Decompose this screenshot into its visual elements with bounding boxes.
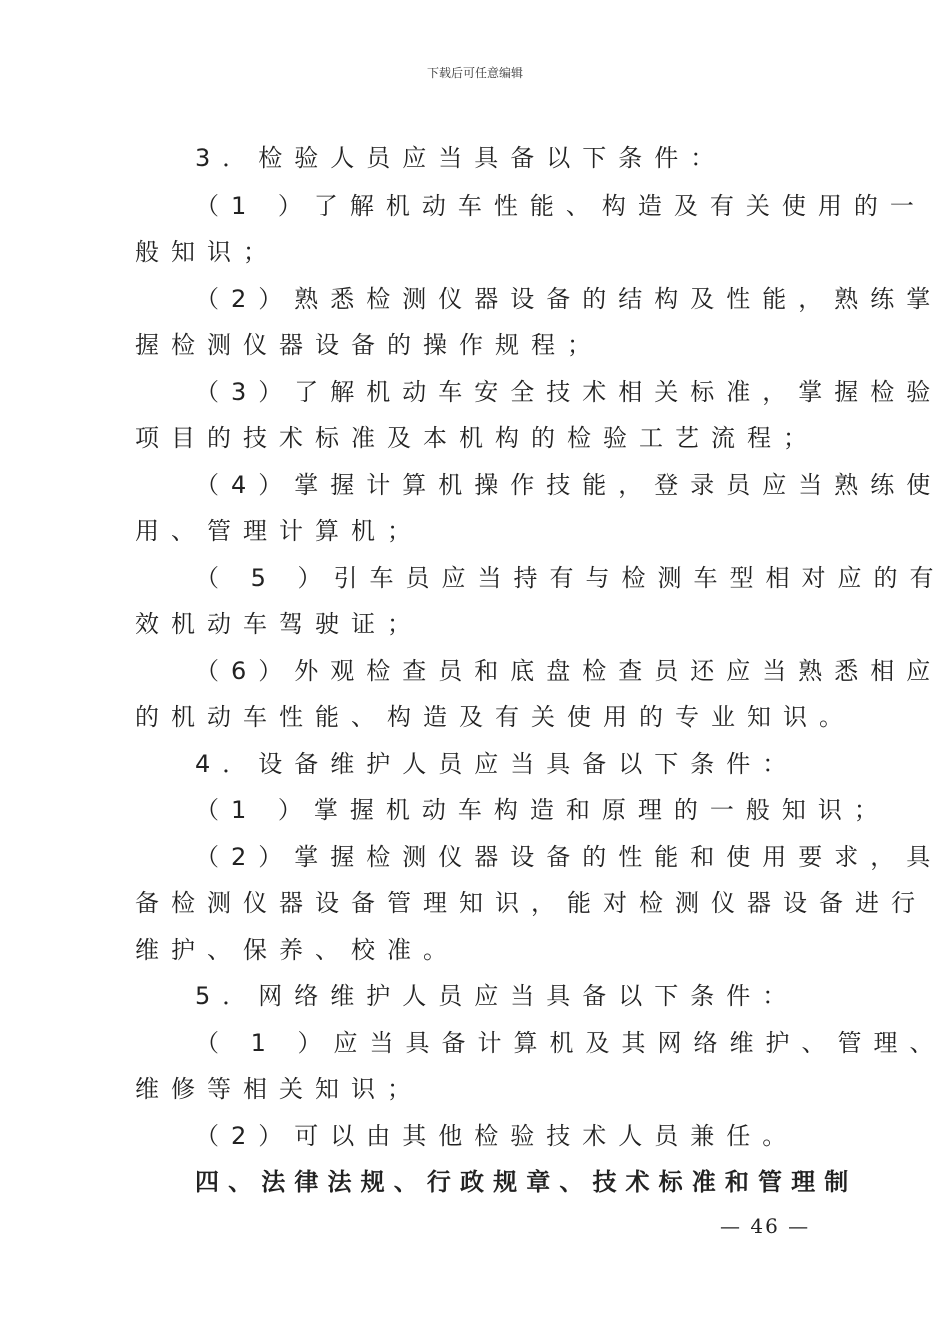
text-line: （3）了解机动车安全技术相关标准，掌握检验 [195,378,943,406]
text-line: 项目的技术标准及本机构的检验工艺流程； [135,424,819,452]
text-line: 握检测仪器设备的操作规程； [135,331,603,359]
section-heading: 四、法律法规、行政规章、技术标准和管理制 [195,1168,858,1196]
text-line: 维修等相关知识； [135,1075,423,1103]
text-line: 5．网络维护人员应当具备以下条件： [195,982,799,1010]
text-line: 4．设备维护人员应当具备以下条件： [195,750,799,778]
text-line: （2）掌握检测仪器设备的性能和使用要求，具 [195,843,943,871]
text-line: 的机动车性能、构造及有关使用的专业知识。 [135,703,855,731]
text-line: 备检测仪器设备管理知识，能对检测仪器设备进行 [135,889,927,917]
text-line: （ 1 ）应当具备计算机及其网络维护、管理、 [195,1029,946,1057]
page-number: — 46 — [720,1214,811,1238]
text-line: （2）熟悉检测仪器设备的结构及性能，熟练掌 [195,285,943,313]
text-line: （1 ）掌握机动车构造和原理的一般知识； [195,796,890,824]
text-line: 维护、保养、校准。 [135,936,459,964]
text-line: （1 ）了解机动车性能、构造及有关使用的一 [195,192,926,220]
text-line: 般知识； [135,238,279,266]
text-line: （6）外观检查员和底盘检查员还应当熟悉相应 [195,657,943,685]
text-line: 效机动车驾驶证； [135,610,423,638]
text-line: 3．检验人员应当具备以下条件： [195,144,727,172]
text-line: （2）可以由其他检验技术人员兼任。 [195,1122,799,1150]
text-line: 用、管理计算机； [135,517,423,545]
text-line: （4）掌握计算机操作技能，登录员应当熟练使 [195,471,943,499]
text-line: （ 5 ）引车员应当持有与检测车型相对应的有 [195,564,946,592]
page-header: 下载后可任意编辑 [426,66,523,80]
